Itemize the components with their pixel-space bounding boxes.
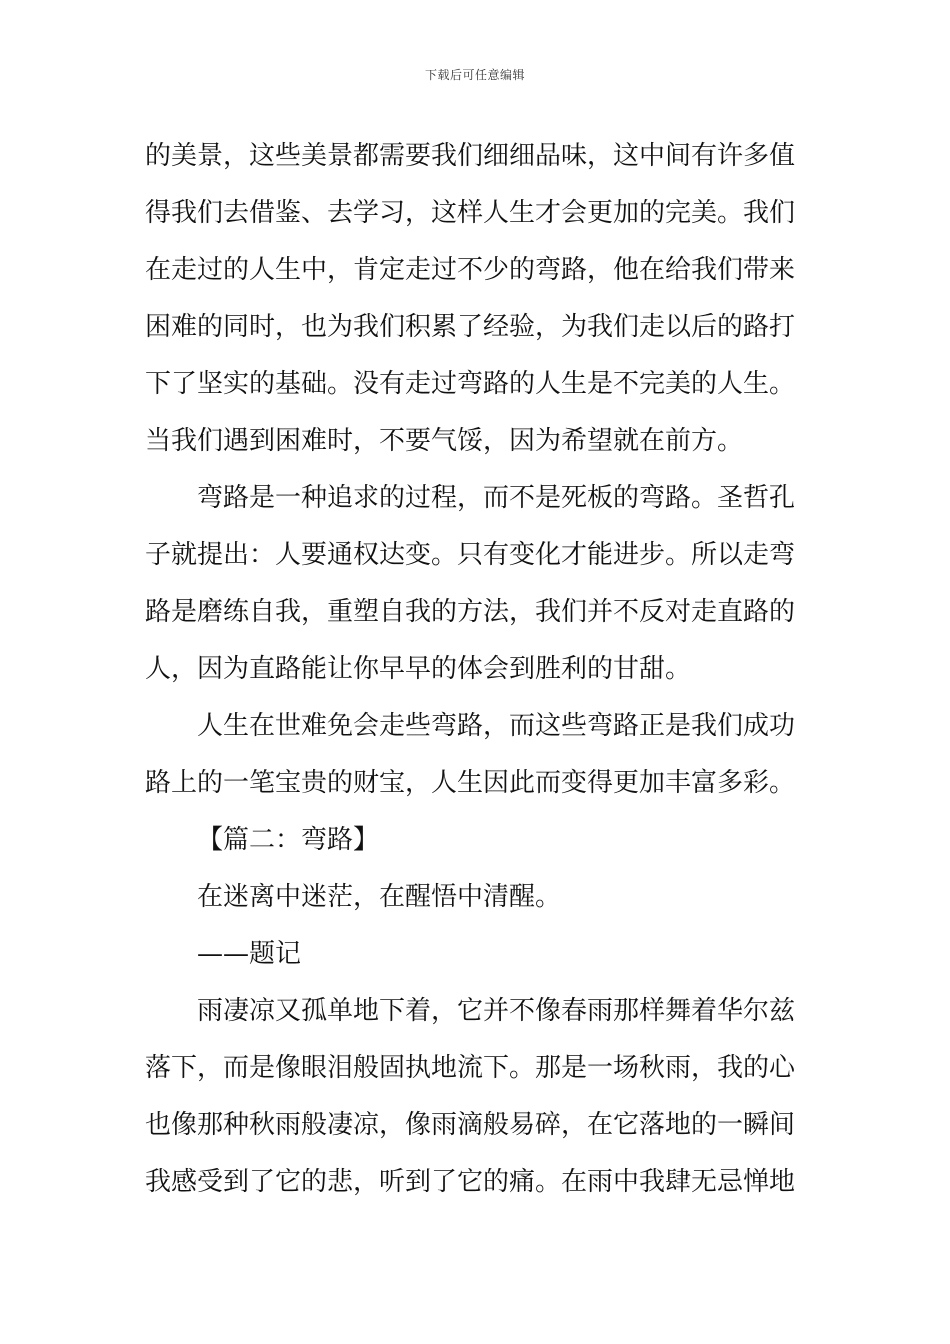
text-line: 弯路是一种追求的过程，而不是死板的弯路。圣哲孔 [197,483,796,513]
text-line: 雨凄凉又孤单地下着，它并不像春雨那样舞着华尔兹 [197,996,796,1026]
epigraph-attribution: ——题记 [197,939,302,969]
text-line: 人，因为直路能让你早早的体会到胜利的甘甜。 [145,654,692,684]
page-header-note: 下载后可任意编辑 [424,68,525,82]
text-line: 困难的同时，也为我们积累了经验，为我们走以后的路打 [145,312,796,342]
text-line: 我感受到了它的悲，听到了它的痛。在雨中我肆无忌惮地 [145,1167,796,1197]
text-line: 得我们去借鉴、去学习，这样人生才会更加的完美。我们 [145,198,796,228]
text-line: 当我们遇到困难时，不要气馁，因为希望就在前方。 [145,426,744,456]
text-line: 下了坚实的基础。没有走过弯路的人生是不完美的人生。 [145,369,796,399]
text-line: 落下，而是像眼泪般固执地流下。那是一场秋雨，我的心 [145,1053,796,1083]
section-heading: 【篇二：弯路】 [197,825,380,855]
text-line: 也像那种秋雨般凄凉，像雨滴般易碎，在它落地的一瞬间 [145,1110,796,1140]
text-line: 路是磨练自我，重塑自我的方法，我们并不反对走直路的 [145,597,796,627]
text-line: 子就提出：人要通权达变。只有变化才能进步。所以走弯 [145,540,796,570]
text-line: 人生在世难免会走些弯路，而这些弯路正是我们成功 [197,711,796,741]
text-line: 路上的一笔宝贵的财宝，人生因此而变得更加丰富多彩。 [145,768,796,798]
body-text [145,128,810,1211]
text-line: 的美景，这些美景都需要我们细细品味，这中间有许多值 [145,141,796,171]
text-line: 在走过的人生中，肯定走过不少的弯路，他在给我们带来 [145,255,796,285]
epigraph-line: 在迷离中迷茫，在醒悟中清醒。 [197,882,562,912]
